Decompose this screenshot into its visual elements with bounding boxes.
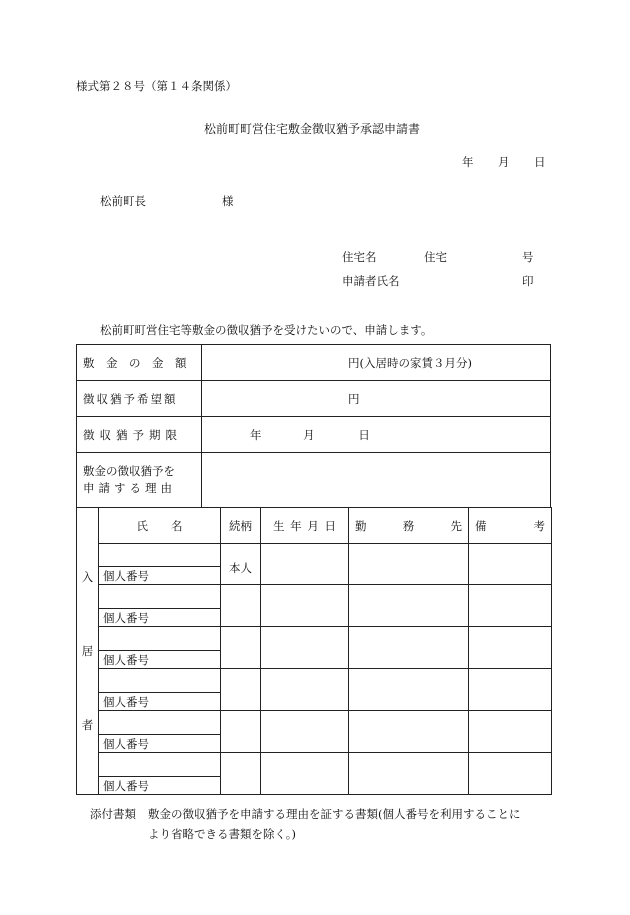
resident-5-name[interactable] [99,711,221,735]
resident-4-name[interactable] [99,669,221,693]
addressee-honorific: 様 [222,194,234,208]
resident-1-remarks[interactable] [469,544,552,585]
resident-5-relation[interactable] [221,711,261,753]
period-month: 月 [303,427,315,442]
resident-3-name[interactable] [99,627,221,651]
deposit-info-table [76,344,551,508]
residents-table [76,507,552,795]
residents-side-label [77,508,99,795]
resident-3-remarks[interactable] [469,627,552,669]
resident-4-birth[interactable] [261,669,349,711]
reason-label-line-2: 申請する理由 [83,481,176,495]
side-char-3: 者 [81,718,94,732]
resident-3-birth[interactable] [261,627,349,669]
attachments-text-2: より省略できる書類を除く。) [148,827,297,841]
resident-6-birth[interactable] [261,753,349,795]
work-char-2: 務 [402,518,415,533]
resident-2-relation[interactable] [221,585,261,627]
resident-6-remarks[interactable] [469,753,552,795]
col-relation-header: 続柄 [221,508,261,544]
side-char-1: 入 [81,570,94,584]
resident-2-work[interactable] [349,585,469,627]
resident-1-relation: 本人 [221,544,261,585]
resident-5-birth[interactable] [261,711,349,753]
resident-6-mynumber[interactable]: 個人番号 [99,777,221,795]
resident-5-remarks[interactable] [469,711,552,753]
period-value[interactable] [202,417,551,453]
resident-5-mynumber[interactable]: 個人番号 [99,735,221,753]
seal-mark: 印 [522,274,534,288]
work-char-1: 勤 [355,518,367,533]
resident-4-mynumber[interactable]: 個人番号 [99,693,221,711]
resident-6-relation[interactable] [221,753,261,795]
date-year: 年 [462,155,474,169]
resident-1-birth[interactable] [261,544,349,585]
remarks-char-1: 備 [475,518,487,533]
period-year: 年 [250,427,262,442]
col-work-header [349,508,469,544]
date-day: 日 [534,155,546,169]
resident-5-work[interactable] [349,711,469,753]
attachments-text-1: 敷金の徴収猶予を申請する理由を証する書類(個人番号を利用することに [148,807,521,821]
resident-4-remarks[interactable] [469,669,552,711]
house-suffix: 住宅 [424,250,447,264]
resident-1-work[interactable] [349,544,469,585]
number-suffix: 号 [522,250,534,264]
period-label: 徴収猶予期限 [77,417,202,453]
applicant-name-label: 申請者氏名 [342,274,400,288]
period-day: 日 [358,427,370,442]
work-char-3: 先 [450,518,462,533]
deposit-amount-label: 敷 金 の 金 額 [77,345,202,381]
intro-text: 松前町町営住宅等敷金の徴収猶予を受けたいので、申請します。 [100,323,433,337]
resident-6-work[interactable] [349,753,469,795]
resident-6-name[interactable] [99,753,221,777]
resident-4-relation[interactable] [221,669,261,711]
resident-2-birth[interactable] [261,585,349,627]
reason-label [77,453,202,508]
side-char-2: 居 [81,644,94,658]
col-name-header: 氏 名 [99,508,221,544]
resident-3-relation[interactable] [221,627,261,669]
resident-1-name[interactable] [99,544,221,567]
reason-label-line-1: 敷金の徴収猶予を [83,464,175,478]
addressee-name: 松前町長 [100,194,146,208]
exemption-amount-label: 徴収猶予希望額 [77,381,202,417]
house-label: 住宅名 [342,250,377,264]
exemption-amount-value[interactable]: 円 [202,381,551,417]
resident-1-mynumber[interactable]: 個人番号 [99,567,221,585]
date-month: 月 [498,155,510,169]
page-title: 松前町町営住宅敷金徴収猶予承認申請書 [204,122,421,136]
reason-value[interactable] [202,453,551,508]
resident-3-mynumber[interactable]: 個人番号 [99,651,221,669]
resident-2-remarks[interactable] [469,585,552,627]
resident-2-name[interactable] [99,585,221,609]
col-remarks-header [469,508,552,544]
resident-4-work[interactable] [349,669,469,711]
resident-2-mynumber[interactable]: 個人番号 [99,609,221,627]
remarks-char-2: 考 [533,518,545,533]
col-birth-header: 生 年 月 日 [261,508,349,544]
form-number: 様式第２８号（第１４条関係） [76,79,237,93]
attachments-label: 添付書類 [90,807,136,821]
resident-3-work[interactable] [349,627,469,669]
deposit-amount-value[interactable]: 円(入居時の家賃３月分) [202,345,551,381]
